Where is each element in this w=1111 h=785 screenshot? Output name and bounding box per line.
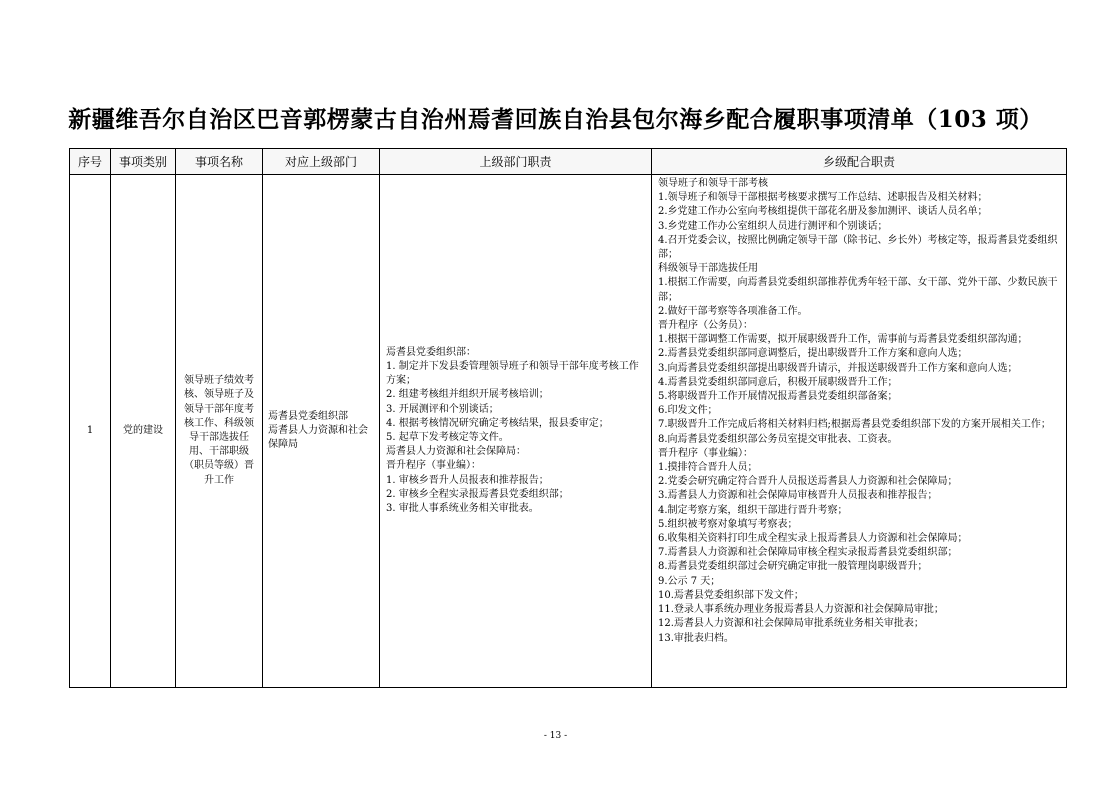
township-line: 11.登录人事系统办理业务报焉耆县人力资源和社会保障局审批；	[658, 604, 944, 616]
township-line: 晋升程序（事业编）：	[658, 447, 753, 459]
superior-line: 1. 制定并下发县委管理领导班子和领导干部年度考核工作方案；	[386, 360, 639, 387]
township-line: 9.公示 7 天；	[658, 575, 721, 587]
township-line: 6.印发文件；	[658, 405, 718, 417]
header-number: 序号	[70, 149, 111, 175]
township-line: 2.做好干部考察等各项准备工作。	[658, 305, 808, 317]
township-line: 12.焉耆县人力资源和社会保障局审批系统业务相关审批表；	[658, 618, 924, 630]
page-title: 新疆维吾尔自治区巴音郭楞蒙古自治州焉耆回族自治县包尔海乡配合履职事项清单（103 项）	[68, 106, 1043, 133]
cell-superior-duties	[380, 175, 652, 688]
township-line: 晋升程序（公务员）：	[658, 320, 753, 332]
township-line: 10.焉耆县党委组织部下发文件；	[658, 589, 804, 601]
header-category: 事项类别	[111, 149, 176, 175]
township-line: 2.焉耆县党委组织部同意调整后，提出职级晋升工作方案和意向人选；	[658, 348, 968, 360]
township-line: 6.收集相关资料打印生成全程实录上报焉耆县人力资源和社会保障局；	[658, 533, 968, 545]
township-line: 4.召开党委会议，按照比例确定领导干部（除书记、乡长外）考核定等，报焉耆县党委组织部；	[658, 234, 1058, 261]
township-line: 1.摸排符合晋升人员；	[658, 462, 758, 474]
cell-number: 1	[70, 175, 111, 688]
township-line: 1.根据工作需要，向焉耆县党委组织部推荐优秀年轻干部、女干部、党外干部、少数民族干部；	[658, 277, 1058, 303]
cell-department	[263, 175, 380, 688]
header-item-name: 事项名称	[176, 149, 263, 175]
township-line: 13.审批表归档。	[658, 632, 734, 644]
township-line: 8.向焉耆县党委组织部公务员室提交审批表、工资表。	[658, 433, 898, 445]
township-line: 7.焉耆县人力资源和社会保障局审核全程实录报焉耆县党委组织部；	[658, 547, 958, 559]
superior-line: 1. 审核乡晋升人员报表和推荐报告；	[386, 474, 549, 486]
header-department: 对应上级部门	[263, 149, 380, 175]
cell-township-duties	[652, 175, 1067, 688]
township-line: 5.组织被考察对象填写考察表；	[658, 518, 798, 530]
township-line: 2.党委会研究确定符合晋升人员报送焉耆县人力资源和社会保障局；	[658, 476, 958, 488]
duty-table	[69, 148, 1067, 688]
township-line: 4.焉耆县党委组织部同意后，积极开展职级晋升工作；	[658, 376, 898, 388]
township-line: 7.职级晋升工作完成后将相关材料归档;根据焉耆县党委组织部下发的方案开展相关工作；	[658, 419, 1051, 431]
table-header-row	[70, 149, 1067, 175]
page-number: - 13 -	[543, 731, 568, 741]
township-line: 科级领导干部选拔任用	[658, 263, 758, 275]
cell-item-name: 领导班子绩效考核、领导班子及领导干部年度考核工作、科级领导干部选拔任用、干部职级（职员等级）晋升工作	[176, 175, 263, 688]
superior-line: 2. 组建考核组并组织开展考核培训；	[386, 389, 549, 401]
superior-line: 焉耆县党委组织部：	[386, 346, 476, 358]
header-township-duties: 乡级配合职责	[652, 149, 1067, 175]
department-line: 焉耆县人力资源和社会保障局	[268, 424, 368, 451]
township-line: 4.制定考察方案，组织干部进行晋升考察；	[658, 504, 848, 516]
township-line: 2.乡党建工作办公室向考核组提供干部花名册及参加测评、谈话人员名单；	[658, 206, 988, 218]
superior-line: 晋升程序（事业编）：	[386, 460, 481, 472]
table-row	[70, 175, 1067, 688]
cell-category: 党的建设	[111, 175, 176, 688]
superior-line: 2. 审核乡全程实录报焉耆县党委组织部；	[386, 488, 569, 500]
superior-line: 3. 开展测评和个别谈话；	[386, 403, 499, 415]
township-line: 3.向焉耆县党委组织部提出职级晋升请示，并报送职级晋升工作方案和意向人选；	[658, 362, 1018, 374]
superior-line: 5. 起草下发考核定等文件。	[386, 432, 509, 443]
superior-line: 焉耆县人力资源和社会保障局：	[386, 446, 526, 458]
township-line: 3.乡党建工作办公室组织人员进行测评和个别谈话；	[658, 220, 888, 232]
header-superior-duties: 上级部门职责	[380, 149, 652, 175]
superior-line: 3. 审批人事系统业务相关审批表。	[386, 503, 539, 515]
township-line: 8.焉耆县党委组织部过会研究确定审批一般管理岗职级晋升；	[658, 561, 928, 573]
department-line: 焉耆县党委组织部	[268, 410, 348, 422]
superior-line: 4. 根据考核情况研究确定考核结果，报县委审定；	[386, 417, 609, 429]
township-line: 1.领导班子和领导干部根据考核要求撰写工作总结、述职报告及相关材料；	[658, 192, 988, 204]
township-line: 5.将职级晋升工作开展情况报焉耆县党委组织部备案；	[658, 391, 898, 403]
township-line: 领导班子和领导干部考核	[658, 178, 768, 189]
township-line: 3.焉耆县人力资源和社会保障局审核晋升人员报表和推荐报告；	[658, 490, 938, 502]
township-line: 1.根据干部调整工作需要，拟开展职级晋升工作，需事前与焉耆县党委组织部沟通；	[658, 334, 1028, 346]
